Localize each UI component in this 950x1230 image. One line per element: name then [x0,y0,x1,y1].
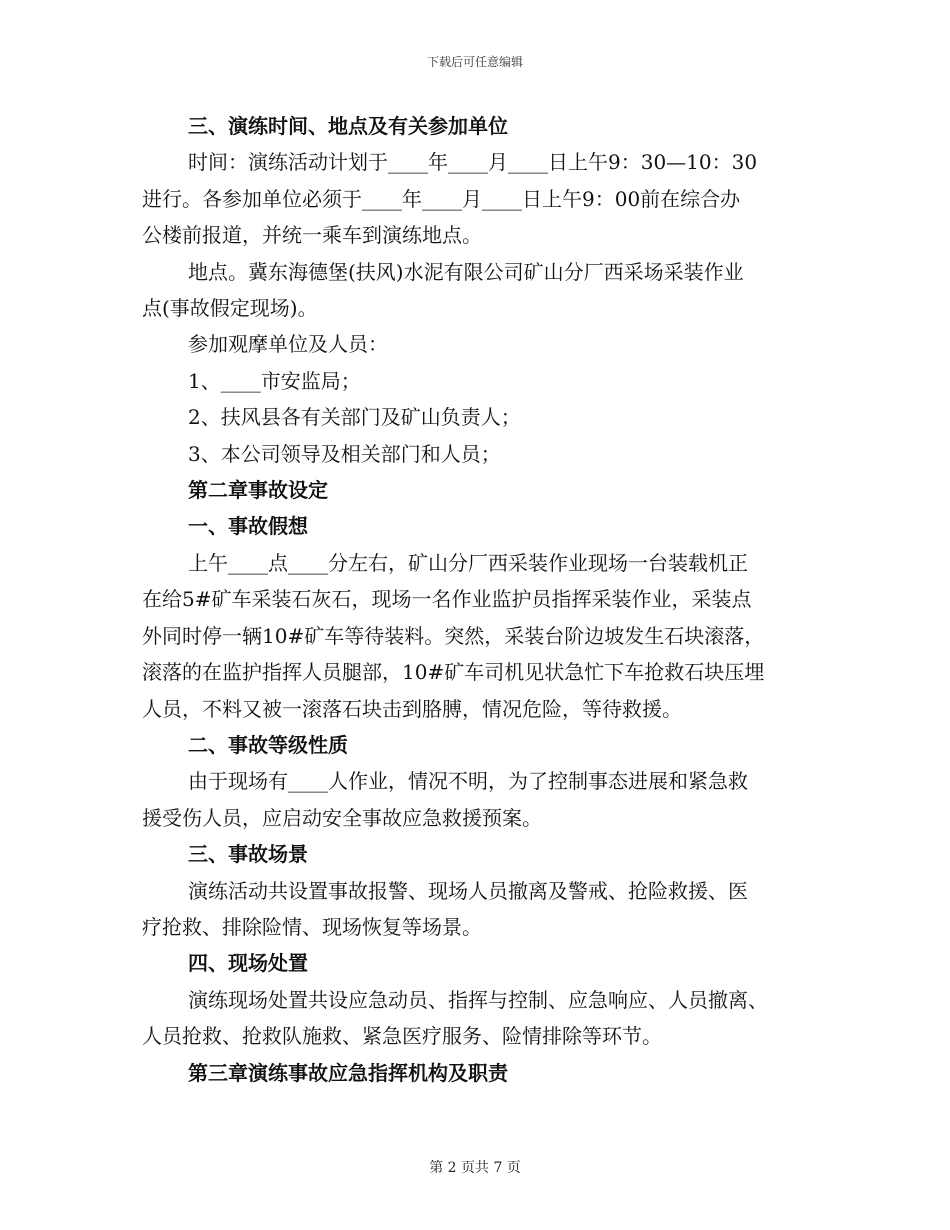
text-line: 人员，不料又被一滚落石块击到胳膊，情况危险，等待救援。 [142,696,682,721]
text-line: 演练现场处置共设应急动员、指挥与控制、应急响应、人员撤离、 [188,987,768,1012]
text-line: 三、事故场景 [188,842,308,867]
text-line: 演练活动共设置事故报警、现场人员撤离及警戒、抢险救援、医 [188,878,748,903]
text-line: 点(事故假定现场)。 [142,296,318,321]
text-line: 进行。各参加单位必须于____年____月____日上午9：00前在综合办 [142,186,741,211]
text-line: 外同时停一辆10#矿车等待装料。突然，采装台阶边坡发生石块滚落， [142,623,765,648]
text-line: 地点。冀东海德堡(扶风)水泥有限公司矿山分厂西采场采装作业 [188,259,744,284]
text-line: 四、现场处置 [188,951,308,976]
text-line: 在给5#矿车采装石灰石，现场一名作业监护员指挥采装作业，采装点 [142,587,752,612]
text-line: 人员抢救、抢救队施救、紧急医疗服务、险情排除等环节。 [142,1024,662,1049]
text-line: 第三章演练事故应急指挥机构及职责 [188,1060,508,1085]
text-line: 第二章事故设定 [188,478,328,503]
text-line: 上午____点____分左右，矿山分厂西采装作业现场一台装载机正 [188,550,748,575]
text-line: 3、本公司领导及相关部门和人员； [188,441,501,466]
text-line: 2、扶风县各有关部门及矿山负责人； [188,405,521,430]
text-line: 三、演练时间、地点及有关参加单位 [188,114,508,138]
text-line: 由于现场有____人作业，情况不明，为了控制事态进展和紧急救 [188,769,748,794]
document-body [142,108,810,1091]
text-line: 二、事故等级性质 [188,732,348,757]
text-line: 疗抢救、排除险情、现场恢复等场景。 [142,914,482,939]
text-line: 滚落的在监护指挥人员腿部，10#矿车司机见状急忙下车抢救石块压埋 [142,660,765,685]
text-line: 公楼前报道，并统一乘车到演练地点。 [142,223,482,248]
text-line: 一、事故假想 [188,514,308,539]
text-line: 参加观摩单位及人员： [188,332,388,357]
text-line: 时间：演练活动计划于____年____月____日上午9：30—10：30 [188,150,758,175]
text-line: 1、____市安监局； [188,368,361,393]
text-line: 援受伤人员，应启动安全事故应急救援预案。 [142,805,542,830]
page-header: 下载后可任意编辑 [426,55,523,69]
page-footer: 第 2 页共 7 页 [429,1160,521,1176]
